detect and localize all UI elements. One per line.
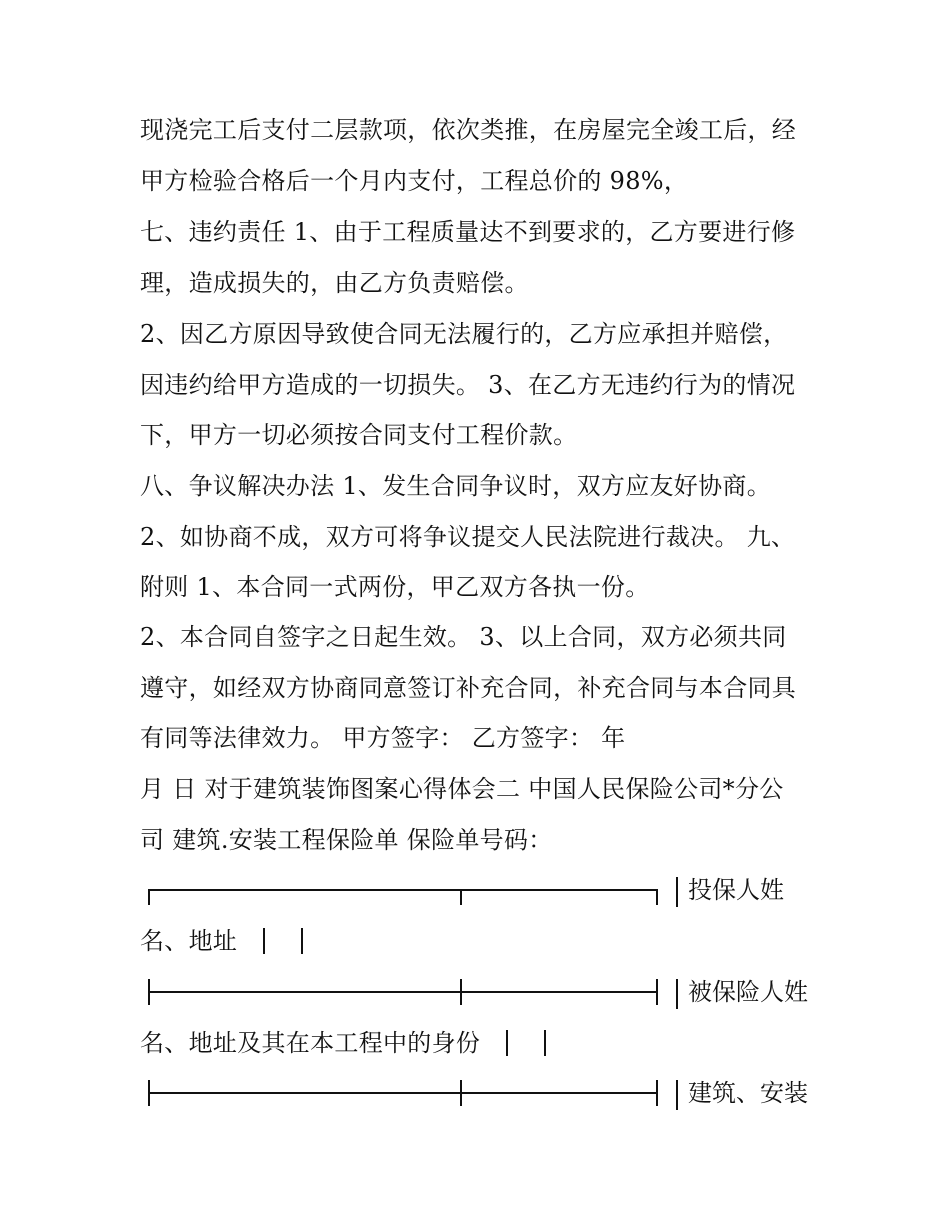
table-cell-bar: [263, 928, 265, 954]
table-rule-tick: [656, 1080, 658, 1106]
paragraph-line: 附则 1、本合同一式两份，甲乙双方各执一份。: [140, 573, 650, 601]
table-rule-tick: [148, 889, 150, 905]
table-rule-tick: [460, 979, 462, 1005]
paragraph-line: 司 建筑.安装工程保险单 保险单号码：: [140, 826, 553, 854]
paragraph-line: [140, 926, 303, 956]
table-row: [140, 875, 820, 915]
table-cell-bar: [506, 1030, 508, 1056]
continuation-text: 名、地址及其在本工程中的身份: [140, 1029, 481, 1057]
paragraph-line: 遵守，如经双方协商同意签订补充合同，补充合同与本合同具: [140, 674, 797, 702]
table-cell-bar: [676, 1080, 678, 1110]
table-rule: [148, 889, 658, 891]
table-rule-tick: [460, 1080, 462, 1106]
paragraph-line: 下，甲方一切必须按合同支付工程价款。: [140, 421, 578, 449]
table-cell-bar: [301, 928, 303, 954]
table-cell-bar: [676, 877, 678, 907]
paragraph-line: 理，造成损失的，由乙方负责赔偿。: [140, 269, 529, 297]
paragraph-line: 月 日 对于建筑装饰图案心得体会二 中国人民保险公司*分公: [140, 775, 784, 803]
paragraph-line: 因违约给甲方造成的一切损失。 3、在乙方无违约行为的情况: [140, 371, 796, 399]
paragraph-line: 现浇完工后支付二层款项，依次类推，在房屋完全竣工后，经: [140, 116, 797, 144]
paragraph-line: [140, 1028, 546, 1058]
table-rule-tick: [148, 979, 150, 1005]
paragraph-line: 2、本合同自签字之日起生效。 3、以上合同，双方必须共同: [140, 623, 787, 651]
paragraph-line: 八、争议解决办法 1、发生合同争议时，双方应友好协商。: [140, 472, 771, 500]
table-row-label: 建筑、安装: [688, 1079, 808, 1107]
table-rule: [148, 1092, 658, 1094]
table-rule-tick: [460, 889, 462, 905]
table-row: [140, 1078, 820, 1118]
paragraph-line: 七、违约责任 1、由于工程质量达不到要求的，乙方要进行修: [140, 218, 796, 246]
paragraph-line: 有同等法律效力。 甲方签字： 乙方签字： 年: [140, 724, 626, 752]
table-rule-tick: [656, 979, 658, 1005]
table-cell-bar: [544, 1030, 546, 1056]
table-rule: [148, 991, 658, 993]
table-cell-bar: [676, 979, 678, 1009]
table-row-label: 被保险人姓: [688, 978, 808, 1006]
paragraph-line: 2、如协商不成，双方可将争议提交人民法院进行裁决。 九、: [140, 523, 796, 551]
paragraph-line: 2、因乙方原因导致使合同无法履行的，乙方应承担并赔偿，: [140, 320, 788, 348]
paragraph-line: 甲方检验合格后一个月内支付，工程总价的 98%，: [140, 167, 689, 195]
table-rule-tick: [656, 889, 658, 905]
table-rule-tick: [148, 1080, 150, 1106]
table-row-label: 投保人姓: [688, 876, 784, 904]
continuation-text: 名、地址: [140, 927, 238, 955]
table-row: [140, 977, 820, 1017]
